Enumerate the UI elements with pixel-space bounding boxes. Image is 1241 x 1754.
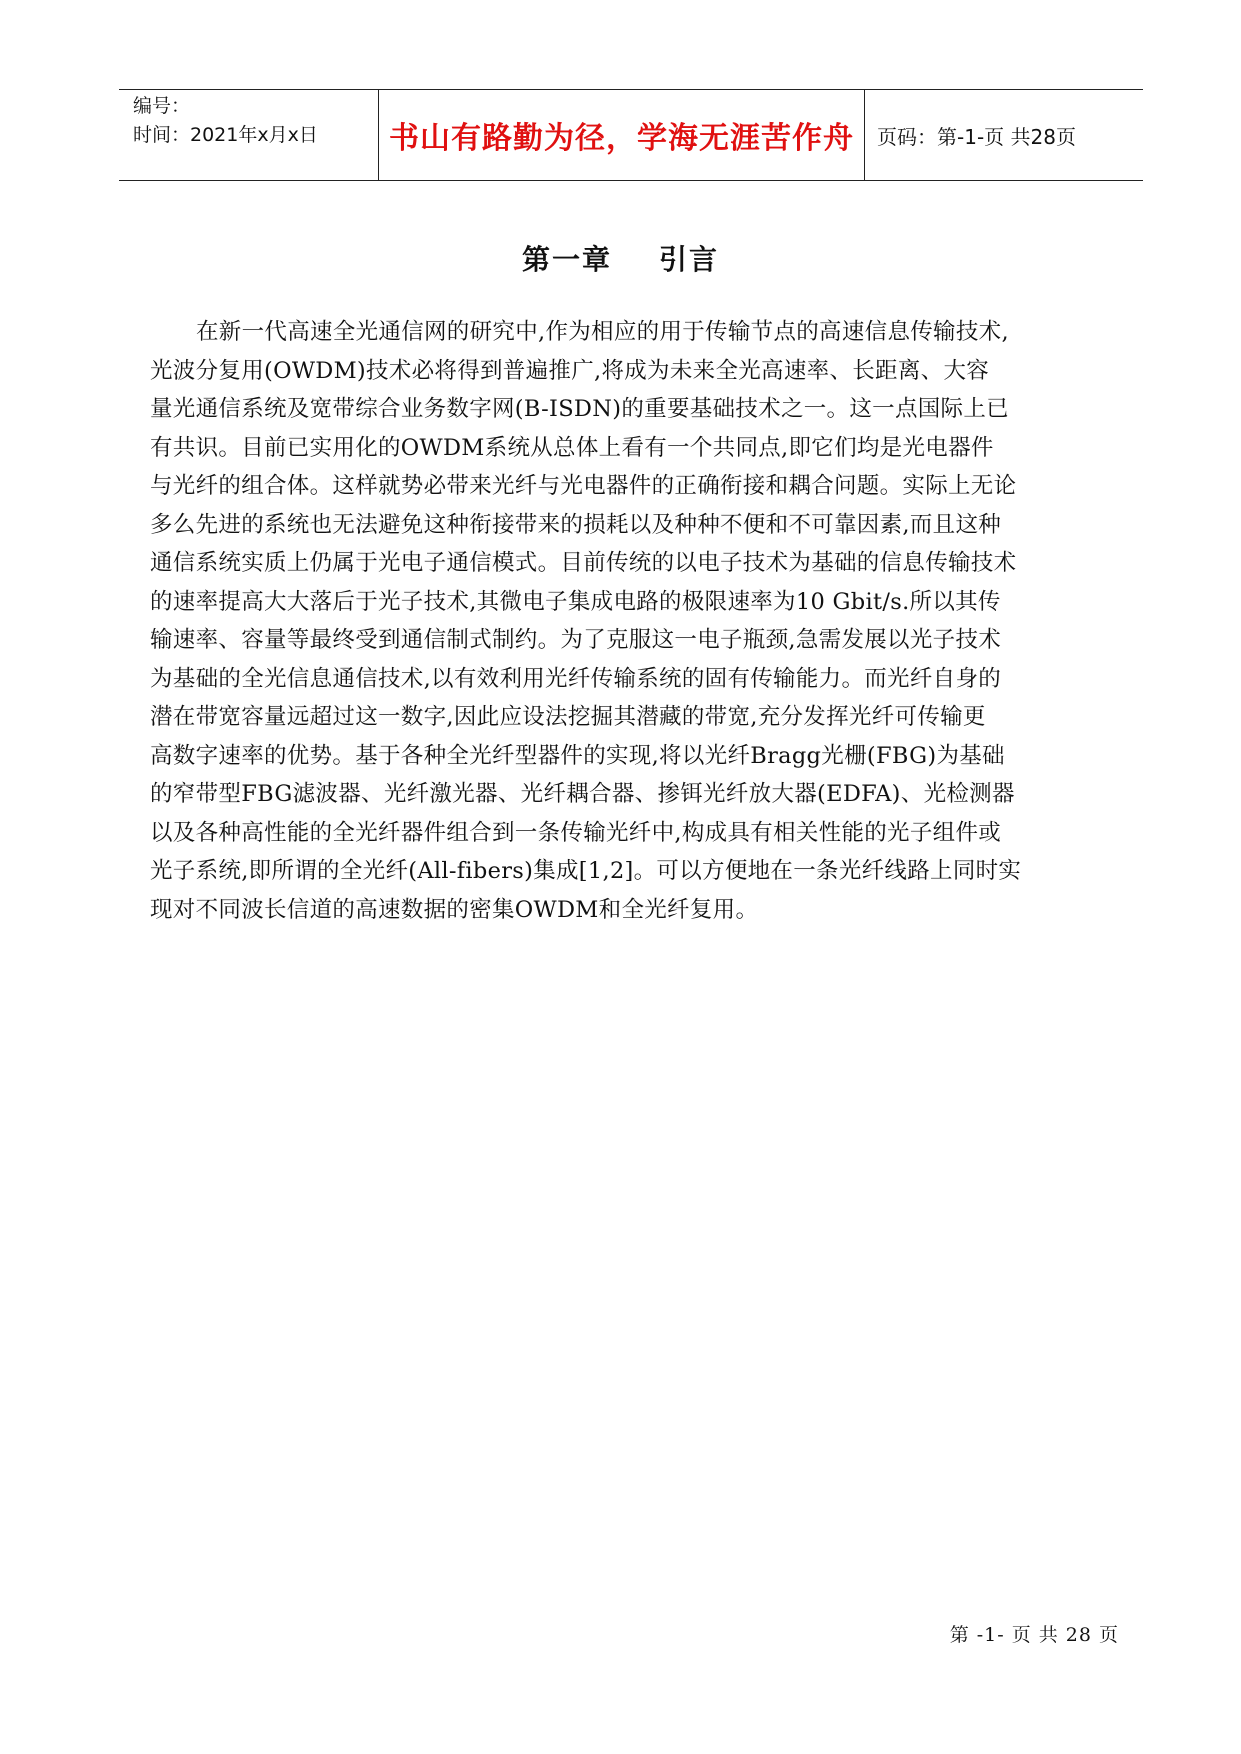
body-line: 量光通信系统及宽带综合业务数字网(B-ISDN)的重要基础技术之一。这一点国际上已 [150, 396, 1009, 422]
header-motto-cell [379, 90, 865, 180]
chapter-title: 第一章 引言 [522, 243, 719, 276]
body-line: 潜在带宽容量远超过这一数字,因此应设法挖掘其潜藏的带宽,充分发挥光纤可传输更 [150, 704, 986, 730]
body-line: 通信系统实质上仍属于光电子通信模式。目前传统的以电子技术为基础的信息传输技术 [150, 550, 1017, 576]
body-line: 现对不同波长信道的高速数据的密集OWDM和全光纤复用。 [150, 896, 759, 923]
header-meta-cell [119, 90, 379, 180]
body-line: 与光纤的组合体。这样就势必带来光纤与光电器件的正确衔接和耦合问题。实际上无论 [150, 473, 1017, 499]
body-line: 的速率提高大大落后于光子技术,其微电子集成电路的极限速率为10 Gbit/s.所以其传 [150, 588, 1001, 615]
header-page-number: 页码：第-1-页 共28页 [877, 124, 1076, 149]
page-header [119, 89, 1143, 181]
body-line: 光子系统,即所谓的全光纤(All-fibers)集成[1,2]。可以方便地在一条光纤线路上同时实 [150, 858, 1022, 884]
body-line: 的窄带型FBG滤波器、光纤激光器、光纤耦合器、掺铒光纤放大器(EDFA)、光检测器 [150, 781, 1015, 807]
page-footer: 第 -1- 页 共 28 页 [949, 1624, 1119, 1646]
document-number-label: 编号： [133, 95, 191, 117]
header-motto: 书山有路勤为径，学海无涯苦作舟 [389, 121, 854, 156]
body-line: 有共识。目前已实用化的OWDM系统从总体上看有一个共同点,即它们均是光电器件 [150, 434, 994, 461]
body-line: 在新一代高速全光通信网的研究中,作为相应的用于传输节点的高速信息传输技术, [196, 319, 1009, 345]
document-date-label: 时间：2021年x月x日 [133, 124, 318, 146]
body-line: 高数字速率的优势。基于各种全光纤型器件的实现,将以光纤Bragg光栅(FBG)为基础 [150, 742, 1005, 769]
body-line: 以及各种高性能的全光纤器件组合到一条传输光纤中,构成具有相关性能的光子组件或 [150, 819, 1002, 846]
body-line: 多么先进的系统也无法避免这种衔接带来的损耗以及种种不便和不可靠因素,而且这种 [150, 511, 1002, 538]
body-line: 光波分复用(OWDM)技术必将得到普遍推广,将成为未来全光高速率、长距离、大容 [150, 357, 990, 384]
body-line: 为基础的全光信息通信技术,以有效利用光纤传输系统的固有传输能力。而光纤自身的 [150, 665, 1002, 692]
header-page-cell [865, 90, 1143, 180]
body-line: 输速率、容量等最终受到通信制式制约。为了克服这一电子瓶颈,急需发展以光子技术 [150, 627, 1002, 653]
body-paragraph [150, 313, 1130, 929]
